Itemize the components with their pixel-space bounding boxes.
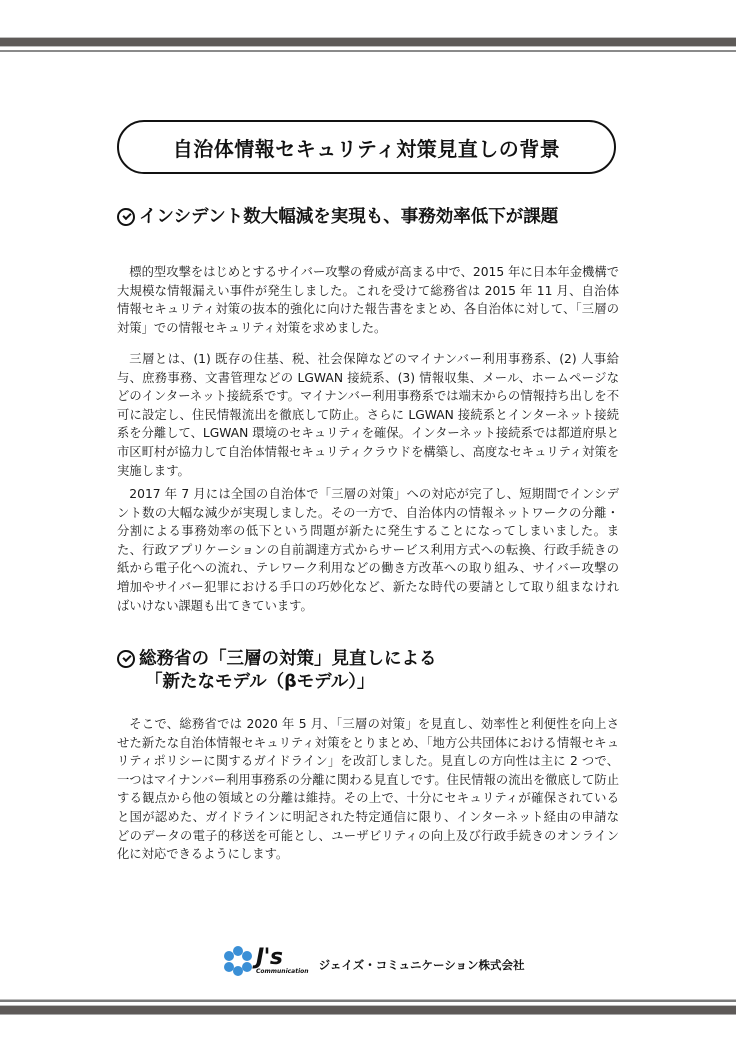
section-heading-text: インシデント数大幅減を実現も、事務効率低下が課題 [139, 207, 559, 227]
paragraph: 三層とは、(1) 既存の住基、税、社会保障などのマイナンバー利用事務系、(2) 人事給与、庶務事務、文書管理などの LGWAN 接続系、(3) 情報収集、メール、ホームページなどのインターネット接続系です。マイナンバー利用事務系では端末からの情報持ち出しを不可に設定し、住民情報流出を徹底して防止。さらに LGWAN 接続系とインターネット接続系を分離して、LGWAN 環境のセキュリティを確保。インターネット接続系では都道府県と市区町村が協力して自治体情報セキュリティクラウドを構築し、高度なセキュリティ対策を実施します。 [117, 352, 619, 478]
section-heading-2 [117, 648, 437, 694]
header-bar-thin [0, 50, 736, 52]
check-circle-icon [117, 650, 135, 668]
footer-bar-thick [0, 1005, 736, 1015]
footer-bar-thin [0, 999, 736, 1002]
flower-logo-icon [222, 946, 254, 976]
paragraph: 標的型攻撃をはじめとするサイバー攻撃の脅威が高まる中で、2015 年に日本年金機構で大規模な情報漏えい事件が発生しました。これを受けて総務省は 2015 年 11 月、自治体情報セキュリティ対策の抜本的強化に向けた報告書をまとめ、各自治体に対して、「三層の対策」での情報セキュリティ対策を求めました。 [117, 265, 619, 335]
heading-line-2: 「新たなモデル（βモデル）」 [145, 672, 375, 692]
paragraph: 2017 年 7 月には全国の自治体で「三層の対策」への対応が完了し、短期間でインシデント数の大幅な減少が実現しました。その一方で、自治体内の情報ネットワークの分離・分割による事務効率の低下という問題が新たに発生することになってしまいました。また、行政アプリケーションの自前調達方式からサービス利用方式への転換、行政手続きの紙から電子化への流れ、テレワーク利用などの働き方改革への取り組み、サイバー攻撃の増加やサイバー犯罪における手口の巧妙化など、新たな時代の要請として取り組まなければいけない課題も出てきています。 [117, 487, 619, 613]
paragraph: そこで、総務省では 2020 年 5 月、「三層の対策」を見直し、効率性と利便性を向上させた新たな自治体情報セキュリティ対策をとりまとめ、「地方公共団体における情報セキュリティポリシーに関するガイドライン」を改訂しました。見直しの方向性は主に 2 つで、一つはマイナンバー利用事務系の分離に関わる見直しです。住民情報の流出を徹底して防止する観点から他の領域との分離は維持。その上で、十分にセキュリティが確保されていると国が認めた、ガイドラインに明記された特定通信に限り、インターネット経由の申請などのデータの電子的移送を可能とし、ユーザビリティの向上及び行政手続きのオンライン化に対応できるようにします。 [117, 717, 619, 862]
logo-subtitle: Communication [256, 967, 309, 975]
section-heading-1 [117, 206, 558, 229]
heading-line-1: 総務省の「三層の対策」見直しによる [139, 649, 437, 669]
company-name: ジェイズ・コミュニケーション株式会社 [318, 958, 525, 972]
footer-logo [222, 946, 525, 976]
header-bar-thick [0, 37, 736, 47]
page-title-box [117, 120, 616, 174]
page-title: 自治体情報セキュリティ対策見直しの背景 [172, 136, 561, 161]
section-heading-text [139, 648, 437, 694]
logo-wordmark: J's [256, 944, 283, 970]
check-circle-icon [117, 208, 135, 226]
